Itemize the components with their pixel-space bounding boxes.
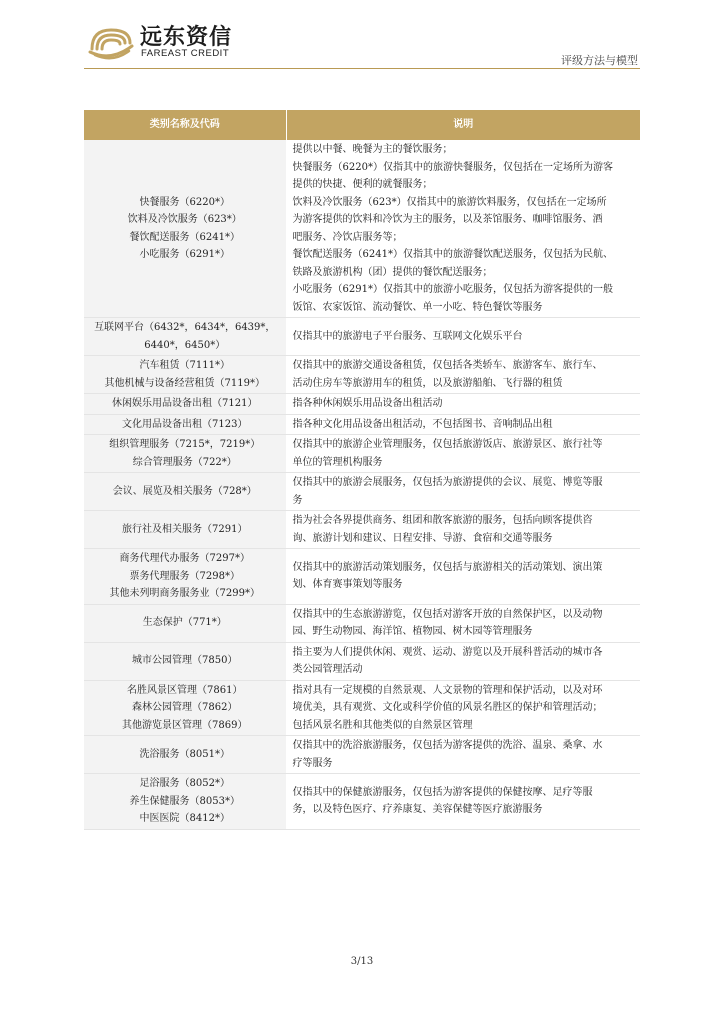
table-row: [84, 356, 640, 394]
description-line: 快餐服务（6220*）仅指其中的旅游快餐服务，仅包括在一定场所为游客: [292, 161, 613, 173]
description-cell: [286, 736, 640, 774]
table-row: [84, 736, 640, 774]
category-table: [84, 110, 640, 830]
table-body: [84, 140, 640, 829]
category-line: 洗浴服务（8051*）: [139, 748, 230, 760]
category-line: 城市公园管理（7850）: [132, 655, 238, 667]
table-row: [84, 642, 640, 680]
description-line: 活动住房车等旅游用车的租赁，以及旅游船舶、飞行器的租赁: [292, 377, 563, 389]
description-line: 仅指其中的生态旅游游览，仅包括对游客开放的自然保护区，以及动物: [292, 608, 603, 620]
description-line: 提供以中餐、晚餐为主的餐饮服务；: [292, 144, 453, 155]
table-row: [84, 394, 640, 415]
fareast-logo-icon: [86, 22, 136, 62]
column-header-description: 说明: [286, 110, 640, 140]
description-line: 务: [292, 494, 303, 506]
section-title: 评级方法与模型: [561, 54, 638, 67]
description-cell: [286, 318, 640, 356]
category-line: 生态保护（771*）: [142, 617, 227, 629]
category-line: 6440*，6450*）: [144, 339, 226, 351]
category-line: 票务代理服务（7298*）: [129, 570, 240, 582]
description-line: 餐饮配送服务（6241*）仅指其中的旅游餐饮配送服务，仅包括为民航、: [292, 249, 613, 260]
table-row: [84, 318, 640, 356]
category-line: 休闲娱乐用品设备出租（7121）: [112, 398, 258, 409]
description-line: 境优美，具有观赏、文化或科学价值的风景名胜区的保护和管理活动；: [292, 702, 603, 713]
description-cell: [286, 604, 640, 642]
table-row: [84, 774, 640, 830]
description-line: 指对具有一定规模的自然景观、人文景物的管理和保护活动，以及对环: [292, 684, 603, 696]
description-line: 园、野生动物园、海洋馆、植物园、树木园等管理服务: [292, 626, 533, 637]
description-line: 询、旅游计划和建议、日程安排、导游、食宿和交通等服务: [292, 532, 553, 544]
table-row: [84, 511, 640, 549]
category-line: 综合管理服务（722*）: [132, 456, 237, 468]
description-line: 指为社会各界提供商务、组团和散客旅游的服务，包括向顾客提供咨: [292, 515, 593, 526]
description-cell: [286, 473, 640, 511]
category-line: 中医医院（8412*）: [139, 813, 230, 824]
page-header: [0, 0, 724, 70]
category-cell: [84, 435, 286, 473]
description-cell: [286, 549, 640, 605]
table-row: [84, 680, 640, 736]
table-header-row: [84, 110, 640, 140]
description-line: 饭馆、农家饭馆、流动餐饮、单一小吃、特色餐饮等服务: [292, 301, 543, 313]
category-cell: [84, 473, 286, 511]
category-cell: [84, 604, 286, 642]
category-cell: [84, 774, 286, 830]
description-line: 疗等服务: [292, 757, 333, 769]
description-cell: [286, 394, 640, 415]
table-row: [84, 473, 640, 511]
category-line: 其他机械与设备经营租赁（7119*）: [104, 377, 265, 389]
description-line: 类公园管理活动: [292, 664, 363, 675]
category-line: 足浴服务（8052*）: [139, 778, 230, 789]
column-header-category: 类别名称及代码: [84, 110, 286, 140]
description-line: 饮料及冷饮服务（623*）仅指其中的旅游饮料服务，仅包括在一定场所: [292, 196, 607, 208]
category-cell: [84, 318, 286, 356]
description-cell: [286, 774, 640, 830]
description-line: 指主要为人们提供休闲、观赏、运动、游览以及开展科普活动的城市各: [292, 646, 603, 658]
category-line: 其他未列明商务服务业（7299*）: [109, 588, 260, 599]
description-cell: [286, 680, 640, 736]
category-line: 旅行社及相关服务（7291）: [122, 523, 248, 535]
category-line: 养生保健服务（8053*）: [129, 795, 240, 807]
category-line: 汽车租赁（7111*）: [139, 360, 230, 371]
description-line: 指各种文化用品设备出租活动，不包括图书、音响制品出租: [292, 418, 553, 430]
description-line: 提供的快捷、便利的就餐服务；: [292, 179, 433, 190]
table-row: [84, 140, 640, 318]
category-cell: [84, 736, 286, 774]
description-line: 单位的管理机构服务: [292, 456, 383, 468]
category-cell: [84, 680, 286, 736]
description-line: 指各种休闲娱乐用品设备出租活动: [292, 398, 443, 409]
description-line: 包括风景名胜和其他类似的自然景区管理: [292, 719, 473, 731]
description-line: 仅指其中的旅游会展服务，仅包括为旅游提供的会议、展览、博览等服: [292, 477, 603, 488]
description-line: 仅指其中的旅游企业管理服务，仅包括旅游饭店、旅游景区、旅行社等: [292, 439, 603, 450]
page-number: 3/13: [350, 956, 374, 967]
category-cell: [84, 511, 286, 549]
description-line: 仅指其中的保健旅游服务，仅包括为游客提供的保健按摩、足疗等服: [292, 786, 593, 798]
category-line: 文化用品设备出租（7123）: [122, 418, 248, 430]
category-line: 商务代理代办服务（7297*）: [119, 553, 250, 564]
description-line: 仅指其中的洗浴旅游服务，仅包括为游客提供的洗浴、温泉、桑拿、水: [292, 740, 603, 751]
category-line: 快餐服务（6220*）: [139, 196, 230, 208]
category-cell: [84, 356, 286, 394]
header-divider: [84, 68, 640, 69]
description-line: 小吃服务（6291*）仅指其中的旅游小吃服务，仅包括为游客提供的一般: [292, 284, 613, 295]
description-line: 为游客提供的饮料和冷饮为主的服务，以及茶馆服务、咖啡馆服务、酒: [292, 214, 603, 225]
category-line: 其他游览景区管理（7869）: [122, 719, 248, 731]
description-line: 务，以及特色医疗、疗养康复、美容保健等医疗旅游服务: [292, 804, 543, 816]
category-line: 餐饮配送服务（6241*）: [129, 231, 240, 243]
category-line: 森林公园管理（7862）: [132, 702, 238, 713]
table-row: [84, 549, 640, 605]
description-cell: [286, 642, 640, 680]
description-line: 划、体育赛事策划等服务: [292, 579, 403, 591]
category-cell: [84, 549, 286, 605]
description-cell: [286, 356, 640, 394]
description-line: 仅指其中的旅游电子平台服务、互联网文化娱乐平台: [292, 330, 523, 342]
category-cell: [84, 642, 286, 680]
category-line: 会议、展览及相关服务（728*）: [112, 485, 257, 497]
category-line: 名胜风景区管理（7861）: [127, 684, 243, 696]
description-line: 仅指其中的旅游交通设备租赁，仅包括各类轿车、旅游客车、旅行车、: [292, 360, 603, 371]
category-line: 互联网平台（6432*，6434*，6439*，: [94, 322, 276, 333]
table-row: [84, 414, 640, 435]
description-cell: [286, 414, 640, 435]
category-line: 组织管理服务（7215*，7219*）: [109, 439, 261, 450]
description-cell: [286, 435, 640, 473]
description-line: 吧服务、冷饮店服务等；: [292, 231, 403, 243]
category-cell: [84, 140, 286, 318]
table-row: [84, 435, 640, 473]
table-row: [84, 604, 640, 642]
brand-name-en: FAREAST CREDIT: [141, 48, 230, 59]
description-line: 仅指其中的旅游活动策划服务，仅包括与旅游相关的活动策划、演出策: [292, 561, 603, 573]
description-cell: [286, 140, 640, 318]
description-line: 铁路及旅游机构（团）提供的餐饮配送服务；: [292, 266, 493, 278]
category-line: 饮料及冷饮服务（623*）: [127, 214, 242, 225]
category-cell: [84, 394, 286, 415]
category-cell: [84, 414, 286, 435]
category-line: 小吃服务（6291*）: [139, 249, 230, 260]
description-cell: [286, 511, 640, 549]
brand-name-cn: 远东资信: [140, 25, 233, 50]
